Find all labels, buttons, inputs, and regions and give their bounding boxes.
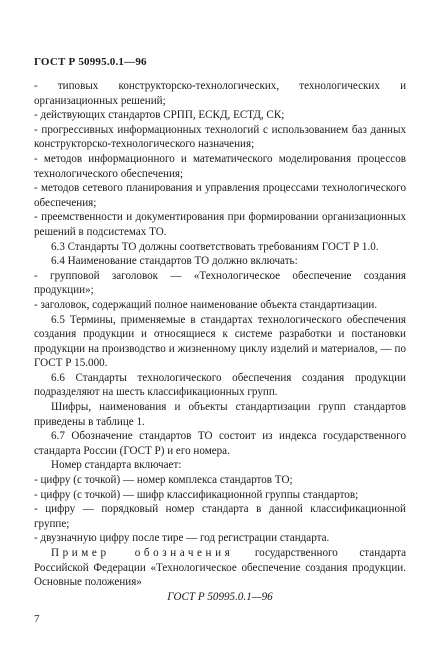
paragraph: - методов сетевого планирования и управления процессами технологического обеспечения; — [34, 182, 406, 209]
paragraph: Шифры, наименования и объекты стандартизации групп стандартов приведены в таблице 1. — [34, 401, 406, 428]
paragraph: - методов информационного и математического моделирования процессов технологического обеспечения; — [34, 152, 406, 180]
paragraph: 6.6 Стандарты технологического обеспечения создания продукции подразделяют на шесть классификационных групп. — [34, 371, 406, 399]
paragraph: 6.5 Термины, применяемые в стандартах технологического обеспечения создания продукции и относящиеся к системе разработки и постановки продукции на производство и жизненному циклу изделий и материалов, — по ГОСТ Р 15.000. — [34, 313, 406, 370]
paragraph: 6.3 Стандарты ТО должны соответствовать требованиям ГОСТ Р 1.0. — [51, 240, 379, 253]
paragraph: 6.7 Обозначение стандартов ТО состоит из индекса государственного стандарта России (ГОСТ Р) и его номера. — [34, 430, 406, 457]
example-text: государственного стандарта Российской Федерации «Технологическое обеспечение создания продукции. Основные положения» — [34, 547, 407, 589]
paragraph: - действующих стандартов СРПП, ЕСКД, ЕСТД, СК; — [34, 109, 285, 122]
example-paragraph — [34, 546, 406, 590]
document-header: ГОСТ Р 50995.0.1—96 — [34, 56, 147, 68]
example-designation: ГОСТ Р 50995.0.1—96 — [167, 590, 273, 603]
paragraph: - двузначную цифру после тире — год регистрации стандарта. — [34, 532, 330, 545]
paragraph: - цифру (с точкой) — номер комплекса стандартов ТО; — [34, 474, 293, 487]
document-body — [34, 79, 406, 604]
example-label: Пример обозначения — [51, 547, 234, 559]
paragraph: - цифру — порядковый номер стандарта в данной классификационной группе; — [34, 503, 406, 530]
paragraph: - типовых конструкторско-технологических, технологических и организационных решений; — [34, 80, 406, 107]
paragraph: 6.4 Наименование стандартов ТО должно включать: — [51, 255, 298, 268]
paragraph: - заголовок, содержащий полное наименование объекта стандартизации. — [34, 298, 378, 311]
paragraph: Номер стандарта включает: — [51, 459, 182, 472]
paragraph: - групповой заголовок — «Технологическое обеспечение создания продукции»; — [34, 269, 406, 297]
paragraph: - преемственности и документирования при формировании организационных решений в подсистемах ТО. — [34, 211, 406, 238]
page-number: 7 — [34, 613, 40, 625]
paragraph: - цифру (с точкой) — шифр классификационной группы стандартов; — [34, 488, 359, 501]
paragraph: - прогрессивных информационных технологий с использованием баз данных конструкторско-технологического назначения; — [34, 123, 406, 151]
